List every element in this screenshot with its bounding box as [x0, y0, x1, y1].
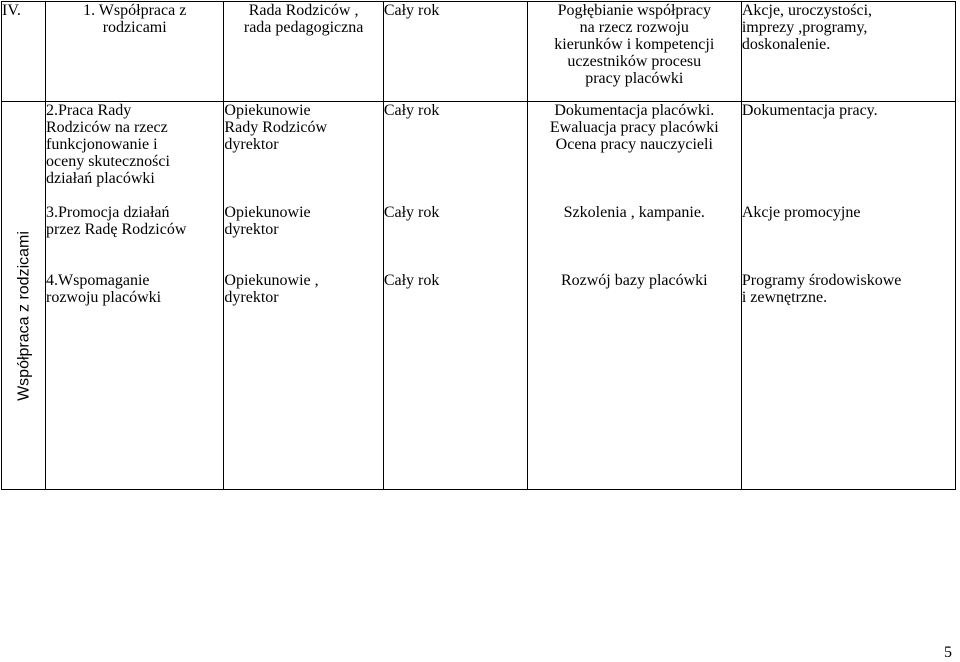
goal-line: Ocena pracy nauczycieli: [555, 136, 713, 153]
term-text: Cały rok: [383, 204, 440, 221]
task-line: rodzicami: [102, 19, 167, 36]
responsible-line: dyrektor: [224, 289, 279, 306]
goal-line: Ewaluacja pracy placówki: [549, 119, 719, 136]
task-line: 1. Współpraca z: [83, 2, 187, 19]
term-cell: [383, 102, 527, 490]
forms-item: [742, 272, 955, 306]
goal-line: uczestników procesu: [567, 53, 702, 70]
forms-line: imprezy ,programy,: [741, 19, 868, 36]
task-cell: [46, 102, 224, 490]
term-text: Cały rok: [383, 102, 440, 119]
goal-line: Rozwój bazy placówki: [560, 272, 708, 289]
term-item: [384, 272, 527, 289]
table-row: [2, 102, 956, 490]
responsible-line: Opiekunowie: [224, 102, 311, 119]
task-line: funkcjonowanie i: [46, 136, 158, 153]
forms-line: doskonalenie.: [741, 36, 831, 53]
task-item: [46, 102, 223, 187]
goal-line: na rzecz rozwoju: [579, 19, 689, 36]
responsible-line: Opiekunowie: [224, 204, 311, 221]
responsible-item: [224, 102, 382, 153]
forms-cell: [741, 2, 955, 102]
forms-line: Akcje, uroczystości,: [741, 2, 873, 19]
goal-cell: [527, 102, 741, 490]
responsible-cell: [224, 102, 383, 490]
row-number-cell: [2, 2, 46, 102]
goal-line: Szkolenia , kampanie.: [563, 204, 705, 221]
forms-line: i zewnętrzne.: [741, 289, 828, 306]
forms-line: Akcje promocyjne: [741, 204, 861, 221]
task-line: oceny skuteczności: [46, 153, 170, 170]
forms-line: Dokumentacja pracy.: [741, 102, 878, 119]
goal-line: Pogłębianie współpracy: [557, 2, 711, 19]
term-cell: [383, 2, 527, 102]
responsible-line: Rada Rodziców ,: [248, 2, 359, 19]
responsible-line: dyrektor: [224, 221, 279, 238]
goal-item: [528, 102, 741, 153]
forms-line: Programy środowiskowe: [741, 272, 902, 289]
task-line: rozwoju placówki: [46, 289, 162, 306]
page-number: 5: [944, 644, 952, 661]
responsible-item: [224, 204, 382, 238]
task-line: Rodziców na rzecz: [46, 119, 168, 136]
task-line: działań placówki: [46, 170, 155, 187]
side-label: Współpraca z rodzicami: [15, 231, 32, 401]
responsible-line: Opiekunowie ,: [224, 272, 319, 289]
forms-cell: [741, 102, 955, 490]
task-cell: [46, 2, 224, 102]
task-item: [46, 272, 223, 306]
forms-item: [742, 102, 955, 119]
row-number: IV.: [2, 2, 21, 19]
task-line: 3.Promocja działań: [46, 204, 170, 221]
side-label-cell: [2, 102, 46, 490]
term-item: [384, 102, 527, 119]
task-line: 2.Praca Rady: [46, 102, 132, 119]
task-line: 4.Wspomaganie: [46, 272, 150, 289]
term-item: [384, 204, 527, 221]
goal-line: Dokumentacja placówki.: [554, 102, 715, 119]
goal-cell: [527, 2, 741, 102]
goal-item: [528, 204, 741, 221]
responsible-item: [224, 272, 382, 306]
task-item: [46, 204, 223, 238]
task-line: przez Radę Rodziców: [46, 221, 187, 238]
goal-line: pracy placówki: [585, 70, 684, 87]
goal-line: kierunków i kompetencji: [554, 36, 715, 53]
table-row: [2, 2, 956, 102]
responsible-cell: [224, 2, 383, 102]
responsible-line: Rady Rodziców: [224, 119, 328, 136]
responsible-line: rada pedagogiczna: [243, 19, 364, 36]
goal-item: [528, 272, 741, 289]
forms-item: [742, 204, 955, 221]
term-text: Cały rok: [383, 2, 440, 19]
responsible-line: dyrektor: [224, 136, 279, 153]
term-text: Cały rok: [383, 272, 440, 289]
plan-table: [1, 1, 956, 490]
